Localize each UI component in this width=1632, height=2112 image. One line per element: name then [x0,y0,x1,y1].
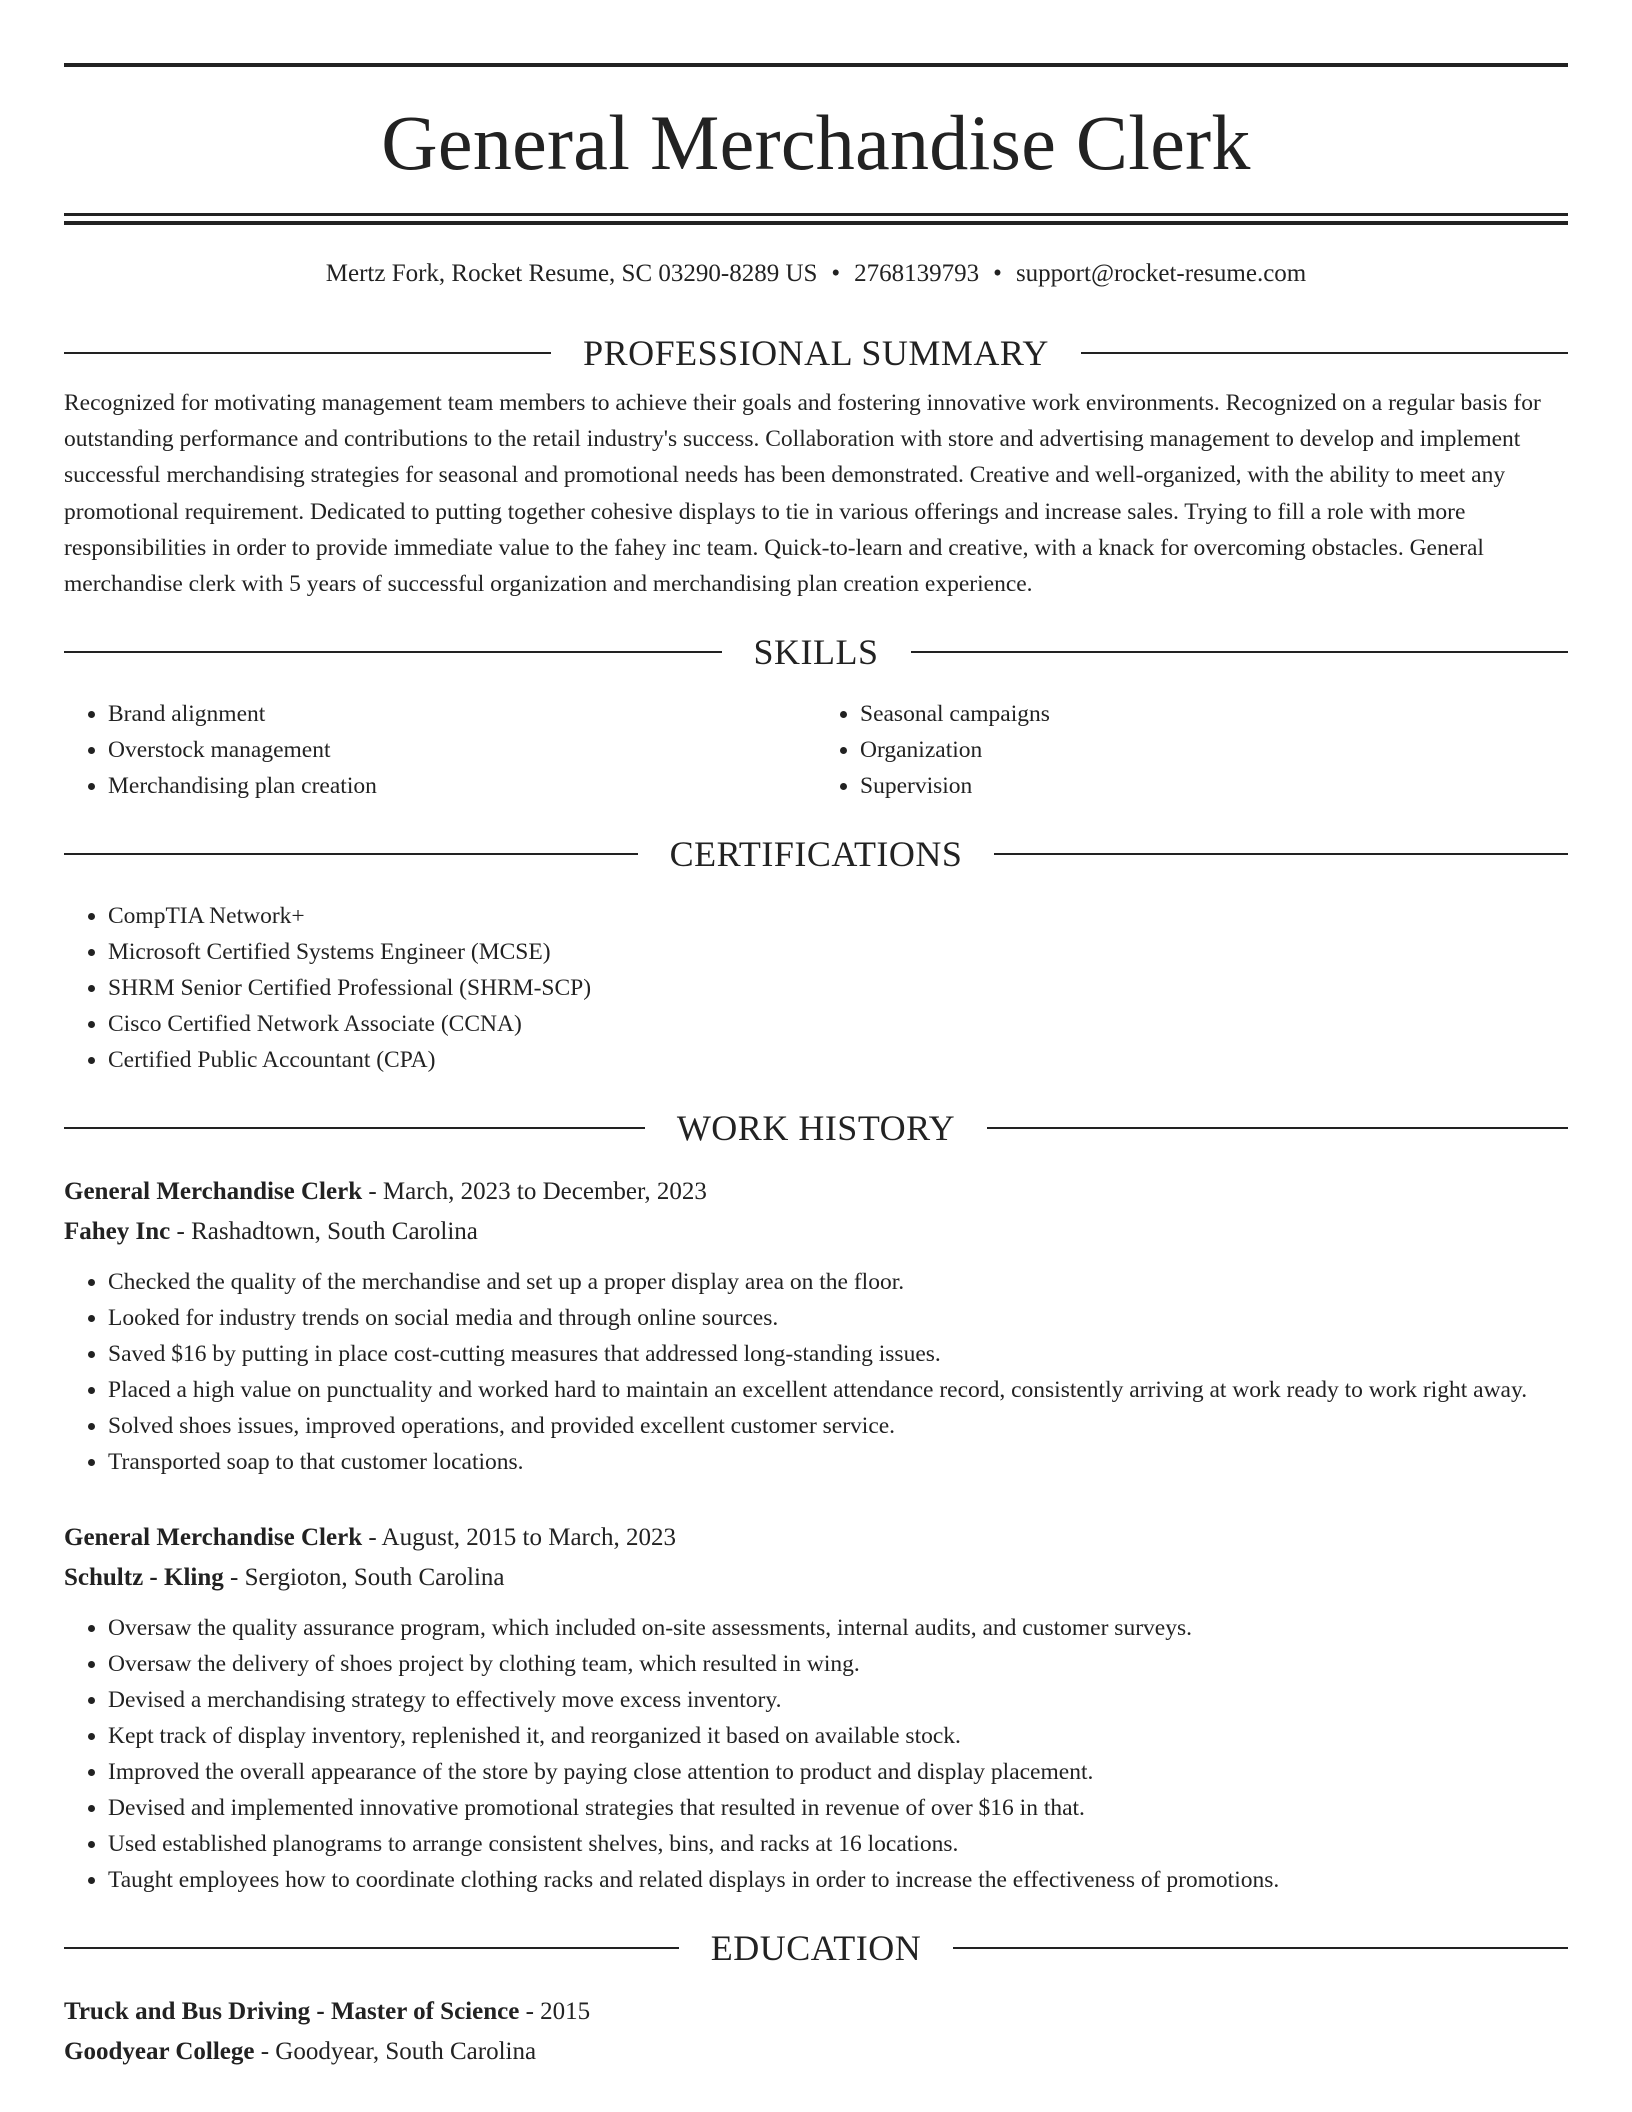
contact-address: Mertz Fork, Rocket Resume, SC 03290-8289 US [325,260,818,287]
skill-item: • Brand alignment [108,696,816,732]
job-entry [64,1518,1568,1898]
job-company-line [64,1212,1568,1252]
job-bullet: • Looked for industry trends on social media and through online sources. [108,1300,1568,1336]
job-bullet: • Used established planograms to arrange consistent shelves, bins, and racks at 16 locations. [108,1826,1568,1862]
education-degree: Truck and Bus Driving - Master of Science [64,1998,520,2026]
job-bullet: • Improved the overall appearance of the store by paying close attention to product and display placement. [108,1754,1568,1790]
skills-list [64,696,1568,804]
certification-item: • Microsoft Certified Systems Engineer (MCSE) [108,934,1568,970]
job-location: - Rashadtown, South Carolina [170,1218,478,1246]
job-bullet: • Oversaw the delivery of shoes project by clothing team, which resulted in wing. [108,1646,1568,1682]
section-heading-summary [64,333,1568,373]
heading-rule-right [994,853,1568,855]
job-title: General Merchandise Clerk [64,1524,363,1552]
title-double-rule [64,213,1568,225]
skill-item: • Organization [860,732,1568,768]
education-location: - Goodyear, South Carolina [254,2038,537,2066]
skill-item: • Supervision [860,768,1568,804]
certification-item: • SHRM Senior Certified Professional (SHRM-SCP) [108,970,1568,1006]
job-bullet: • Saved $16 by putting in place cost-cutting measures that addressed long-standing issues. [108,1336,1568,1372]
contact-separator: • [831,260,841,287]
skills-column-left [64,696,816,804]
contact-email[interactable]: support@rocket-resume.com [1015,260,1307,287]
summary-paragraph: Recognized for motivating management team members to achieve their goals and fostering innovative work environments. Recognized on a regular basis for outstanding performance and contributions to the retail industry's success. Collaboration with store and advertising management to develop and implement successful merchandising strategies for seasonal and promotional needs has been demonstrated. Creative and well-organized, with the ability to meet any promotional requirement. Dedicated to putting together cohesive displays to tie in various offerings and increase sales. Trying to fill a role with more responsibilities in order to provide immediate value to the fahey inc team. Quick-to-learn and creative, with a knack for overcoming obstacles. General merchandise clerk with 5 years of successful organization and merchandising plan creation experience. [64,390,1541,598]
education-school-line [64,2032,1568,2072]
skills-column-right [816,696,1568,804]
heading-rule-right [953,1947,1568,1949]
heading-rule-left [64,352,551,354]
contact-phone[interactable]: 2768139793 [854,260,980,287]
education-degree-line [64,1992,1568,2032]
job-bullet: • Transported soap to that customer locations. [108,1444,1568,1480]
section-title-education: EDUCATION [710,1928,922,1969]
section-title-work-history: WORK HISTORY [676,1108,956,1149]
section-heading-skills [64,632,1568,672]
job-company-line [64,1558,1568,1598]
section-title-skills: SKILLS [753,632,879,673]
education-year: - 2015 [519,1998,591,2026]
heading-rule-right [911,651,1569,653]
certification-item: • Cisco Certified Network Associate (CCNA) [108,1006,1568,1042]
section-heading-work-history [64,1108,1568,1148]
education-school: Goodyear College [64,2038,255,2066]
job-dates: - August, 2015 to March, 2023 [362,1524,676,1552]
skill-item: • Merchandising plan creation [108,768,816,804]
job-dates: - March, 2023 to December, 2023 [362,1178,707,1206]
job-bullet: • Oversaw the quality assurance program, which included on-site assessments, internal audits, and customer surveys. [108,1610,1568,1646]
resume-title: General Merchandise Clerk [381,99,1251,186]
heading-rule-left [64,651,722,653]
section-heading-education [64,1928,1568,1968]
job-bullet: • Placed a high value on punctuality and worked hard to maintain an excellent attendance record, consistently arriving at work ready to work right away. [108,1372,1568,1408]
job-bullet: • Devised and implemented innovative promotional strategies that resulted in revenue of over $16 in that. [108,1790,1568,1826]
job-bullets [64,1610,1568,1898]
heading-rule-right [1081,352,1568,354]
job-title: General Merchandise Clerk [64,1178,363,1206]
certification-item: • Certified Public Accountant (CPA) [108,1042,1568,1078]
skill-item: • Seasonal campaigns [860,696,1568,732]
certifications-list [64,898,1568,1078]
certification-item: • CompTIA Network+ [108,898,1568,934]
section-heading-certifications [64,834,1568,874]
heading-rule-left [64,853,638,855]
job-title-line [64,1518,1568,1558]
job-bullet: • Solved shoes issues, improved operations, and provided excellent customer service. [108,1408,1568,1444]
heading-rule-right [987,1127,1568,1129]
contact-line [64,259,1568,289]
job-bullets [64,1264,1568,1480]
education-entry [64,1992,1568,2072]
section-title-summary: PROFESSIONAL SUMMARY [583,333,1049,373]
job-entry [64,1172,1568,1480]
job-bullet: • Kept track of display inventory, replenished it, and reorganized it based on available stock. [108,1718,1568,1754]
contact-separator: • [993,260,1002,287]
skill-item: • Overstock management [108,732,816,768]
job-bullet: • Checked the quality of the merchandise and set up a proper display area on the floor. [108,1264,1568,1300]
job-company: Schultz - Kling [64,1564,224,1592]
job-bullet: • Devised a merchandising strategy to effectively move excess inventory. [108,1682,1568,1718]
job-company: Fahey Inc [64,1218,171,1246]
job-bullet: • Taught employees how to coordinate clothing racks and related displays in order to increase the effectiveness of promotions. [108,1862,1568,1898]
section-title-certifications: CERTIFICATIONS [669,834,963,875]
top-rule [64,63,1568,67]
heading-rule-left [64,1947,679,1949]
job-location: - Sergioton, South Carolina [223,1564,505,1592]
job-title-line [64,1172,1568,1212]
heading-rule-left [64,1127,645,1129]
